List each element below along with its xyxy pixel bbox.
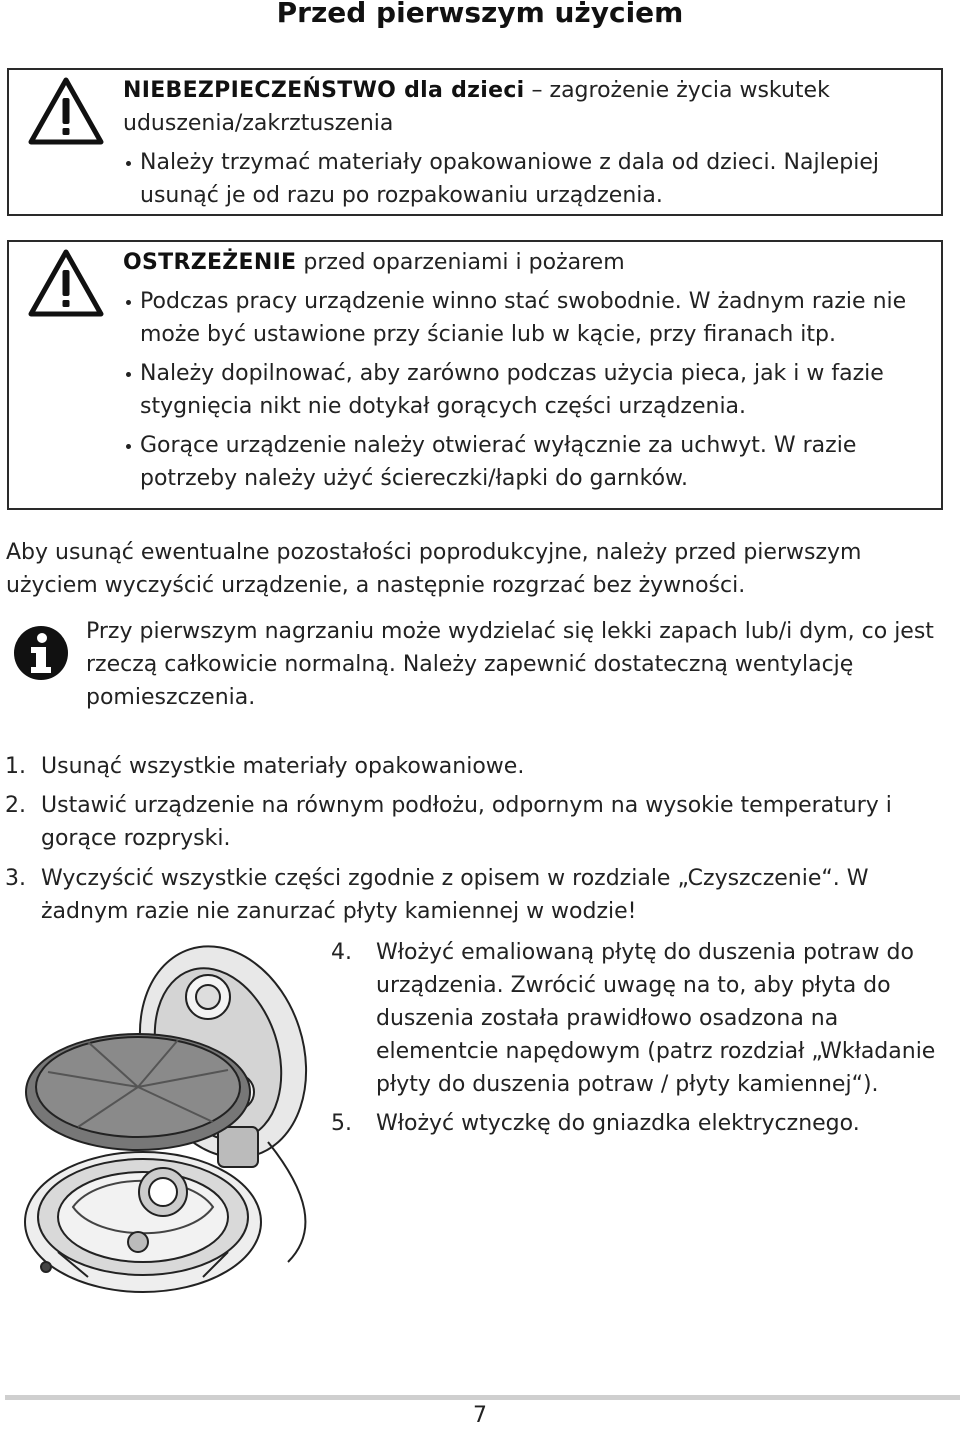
info-icon [13,625,69,681]
step-text: Usunąć wszystkie materiały opakowaniowe. [41,754,525,779]
burn-bullet-1: Podczas pracy urządzenie winno stać swobodnie. W żadnym razie nie może być ustawione przy ścianie lub w kącie, przy firanach itp. [123,285,931,351]
intro-paragraph: Aby usunąć ewentualne pozostałości poprodukcyjne, należy przed pierwszym użyciem wyczyścić urządzenie, a następnie rozgrzać bez żywności. [6,540,862,598]
step-number: 2. [5,793,26,818]
burn-bullet-2: Należy dopilnować, aby zarówno podczas użycia pieca, jak i w fazie stygnięcia nikt nie dotykał gorących części urządzenia. [123,357,931,423]
appliance-illustration [18,942,318,1312]
burn-warning-heading [123,246,931,279]
danger-warning-content [123,74,931,218]
footer-divider [5,1395,960,1400]
step-text: Ustawić urządzenie na równym podłożu, odpornym na wysokie temperatury i gorące rozpryski. [41,793,892,851]
page-number: 7 [473,1403,487,1428]
step-text: Włożyć emaliowaną płytę do duszenia potraw do urządzenia. Zwrócić uwagę na to, aby płyta do duszenia została prawidłowo osadzona na elementcie napędowym (patrz rozdział „Wkładanie płyty do duszenia potraw / płyty kamiennej“). [376,940,936,1097]
burn-warning-label: OSTRZEŻENIE [123,250,297,275]
step-number: 1. [5,754,26,779]
burn-warning-content [123,246,931,501]
burn-bullet-3: Gorące urządzenie należy otwierać wyłącznie za uchwyt. W razie potrzeby należy użyć ściereczki/łapki do garnków. [123,429,931,495]
danger-warning-subtitle: – zagrożenie życia wskutek uduszenia/zakrztuszenia [123,78,830,136]
step-text: Wyczyścić wszystkie części zgodnie z opisem w rozdziale „Czyszczenie“. W żadnym razie nie zanurzać płyty kamiennej w wodzie! [41,866,869,924]
step-number: 5. [331,1111,352,1136]
danger-warning-label: NIEBEZPIECZEŃSTWO dla dzieci [123,78,525,103]
step-text: Włożyć wtyczkę do gniazdka elektrycznego. [376,1111,860,1136]
step-5 [331,1107,956,1140]
burn-warning-subtitle: przed oparzeniami i pożarem [296,250,625,275]
step-number: 4. [331,940,352,965]
step-number: 3. [5,866,26,891]
burn-warning-box [7,240,943,510]
danger-warning-box [7,68,943,216]
warning-triangle-icon [27,248,105,318]
step-4 [331,936,956,1101]
warning-triangle-icon [27,76,105,146]
danger-bullet-1: Należy trzymać materiały opakowaniowe z dala od dzieci. Najlepiej usunąć je od razu po rozpakowaniu urządzenia. [123,146,931,212]
step-2 [5,789,935,855]
info-note-text: Przy pierwszym nagrzaniu może wydzielać się lekki zapach lub/i dym, co jest rzeczą całkowicie normalną. Należy zapewnić dostateczną wentylację pomieszczenia. [86,619,934,710]
page-title: Przed pierwszym użyciem [276,0,684,29]
danger-warning-heading [123,74,931,140]
step-3 [5,862,935,928]
step-1 [5,750,935,783]
